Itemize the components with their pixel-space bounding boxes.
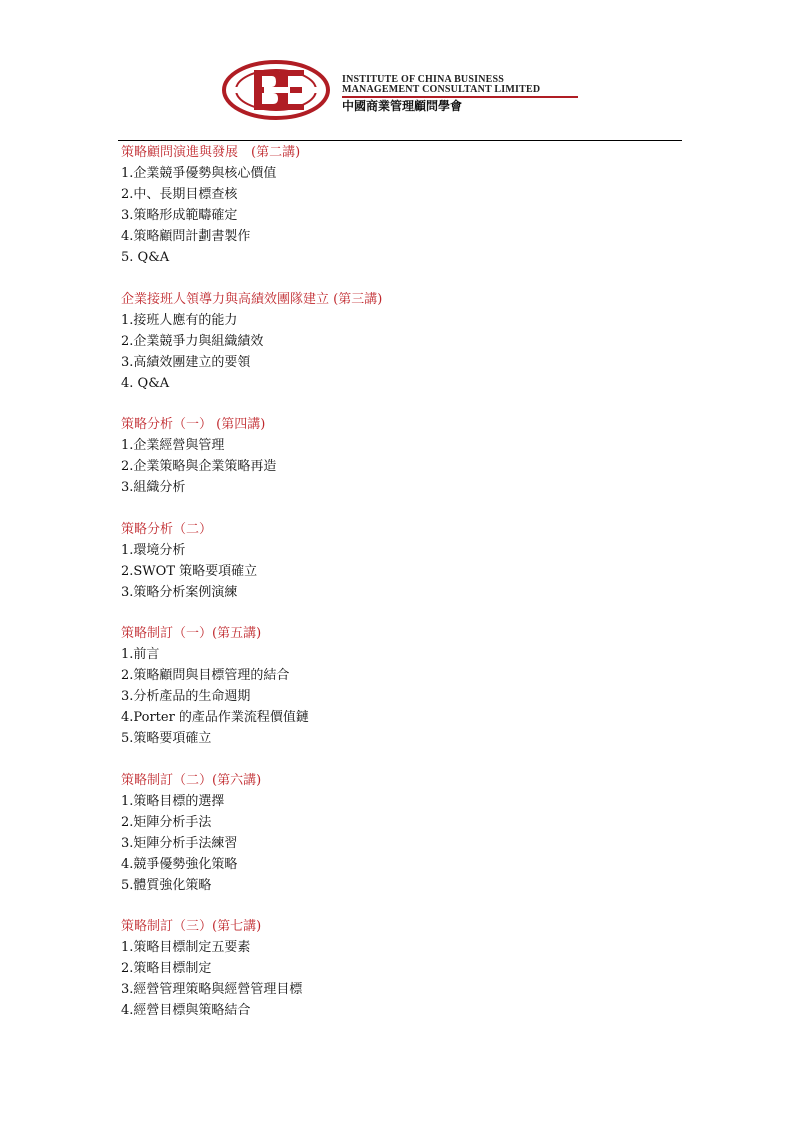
list-item: 4.競爭優勢強化策略	[121, 856, 238, 872]
lecture-section	[121, 916, 681, 1021]
list-item: 1.企業競爭優勢與核心價值	[121, 166, 277, 181]
list-item: 1.策略目標制定五要素	[121, 940, 251, 955]
organization-name	[342, 75, 578, 113]
list-item: 2.策略目標制定	[121, 961, 212, 976]
lecture-section	[121, 414, 681, 498]
section-title: 策略制訂（三）(第七講)	[121, 919, 262, 934]
list-item: 5. Q&A	[121, 250, 170, 265]
list-item: 3.分析產品的生命週期	[121, 689, 251, 704]
lecture-section	[121, 519, 681, 603]
list-item: 1.接班人應有的能力	[121, 312, 238, 328]
list-item: 4.策略顧問計劃書製作	[121, 229, 251, 244]
list-item: 2.SWOT 策略要項確立	[121, 563, 258, 579]
list-item: 2.策略顧問與目標管理的結合	[121, 668, 290, 683]
list-item: 3.高績效團建立的要領	[121, 354, 251, 370]
list-item: 3.矩陣分析手法練習	[121, 835, 238, 851]
section-title: 策略制訂（二）(第六講)	[121, 772, 262, 788]
list-item: 3.經營管理策略與經營管理目標	[121, 982, 303, 997]
org-name-zh: 中國商業管理顧問學會	[342, 99, 463, 113]
list-item: 1.策略目標的選擇	[121, 793, 225, 809]
list-item: 4.Porter 的產品作業流程價值鏈	[121, 710, 309, 725]
section-title: 策略制訂（一）(第五講)	[121, 626, 262, 641]
section-title: 策略分析（二）	[121, 521, 213, 537]
section-title: 策略顧問演進與發展 (第二講)	[121, 145, 301, 160]
lecture-section	[121, 623, 681, 749]
list-item: 2.企業策略與企業策略再造	[121, 459, 277, 474]
page-header	[220, 58, 600, 124]
section-title: 企業接班人領導力與高績效團隊建立 (第三講)	[121, 291, 383, 307]
institute-logo-icon	[220, 58, 332, 122]
org-name-en-line2: MANAGEMENT CONSULTANT LIMITED	[342, 84, 541, 95]
org-name-underline	[342, 96, 578, 98]
section-title: 策略分析（一） (第四講)	[121, 417, 266, 432]
list-item: 5.體質強化策略	[121, 877, 212, 893]
list-item: 2.企業競爭力與組織績效	[121, 333, 264, 349]
list-item: 5.策略要項確立	[121, 731, 212, 746]
header-divider	[118, 140, 682, 141]
list-item: 4.經營目標與策略結合	[121, 1003, 251, 1018]
lecture-section	[121, 289, 681, 394]
course-outline	[121, 142, 681, 1042]
list-item: 1.前言	[121, 647, 160, 662]
list-item: 3.策略形成範疇確定	[121, 208, 238, 223]
list-item: 1.企業經營與管理	[121, 438, 225, 453]
list-item: 2.中、長期目標查核	[121, 187, 238, 202]
list-item: 2.矩陣分析手法	[121, 814, 212, 830]
list-item: 1.環境分析	[121, 542, 186, 558]
lecture-section	[121, 142, 681, 268]
list-item: 3.組織分析	[121, 480, 186, 495]
org-name-en-line1: INSTITUTE OF CHINA BUSINESS	[342, 74, 505, 85]
list-item: 4. Q&A	[121, 375, 170, 391]
lecture-section	[121, 770, 681, 896]
list-item: 3.策略分析案例演練	[121, 584, 238, 600]
